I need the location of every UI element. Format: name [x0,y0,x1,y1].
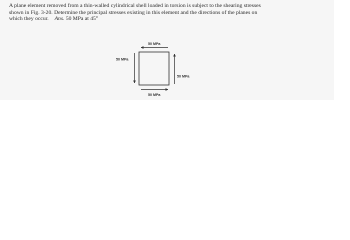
stress-element-square [139,52,169,85]
problem-line-3-text: which they occur. [9,16,49,23]
stress-element-figure [0,0,334,100]
answer-label: Ans. [54,16,65,23]
problem-line-2: shown in Fig. 3-20. Determine the principal stresses existing in this element and the directions of the planes on [9,9,258,16]
top-stress-label: 50 MPa [148,42,161,46]
answer-value: 50 MPa at 45° [65,16,99,23]
problem-line-1: A plane element removed from a thin-walled cylindrical shell loaded in torsion is subject to the shearing stresses [9,3,261,9]
page [0,0,350,102]
left-stress-label: 50 MPa [116,57,129,62]
bottom-stress-label: 50 MPa [148,93,161,97]
right-stress-label: 50 MPa [177,74,190,79]
